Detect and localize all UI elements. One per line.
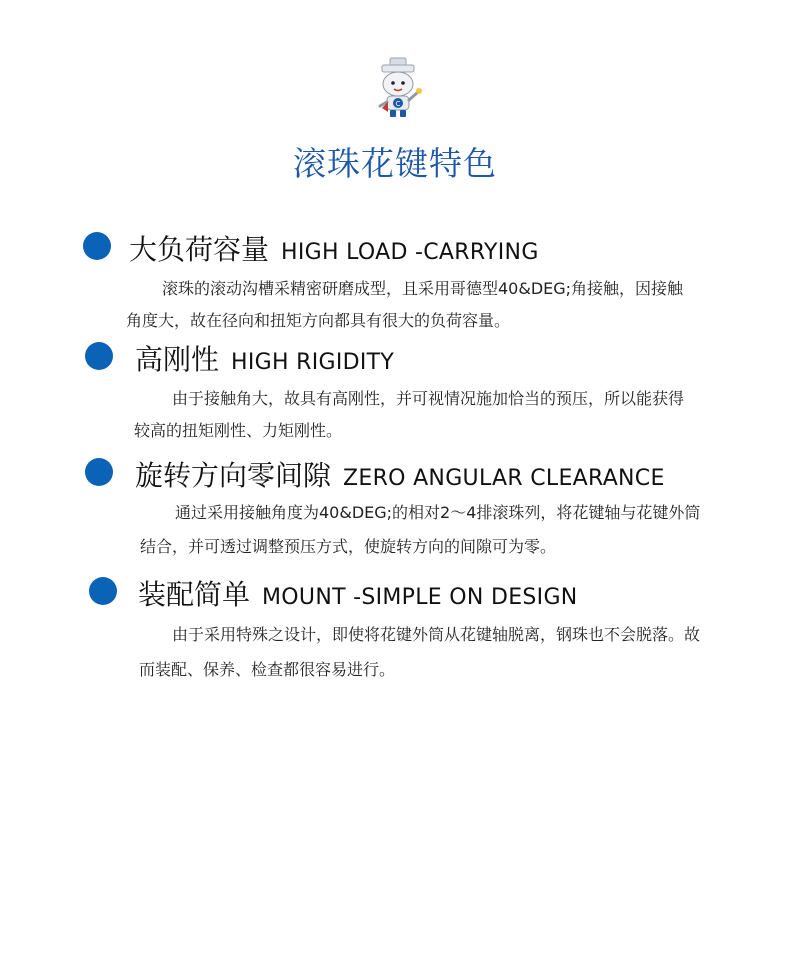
paragraph-line: 由于接触角大，故具有高刚性，并可视情况施加恰当的预压，所以能获得 bbox=[172, 389, 685, 408]
heading-en: HIGH LOAD -CARRYING bbox=[281, 240, 539, 265]
mascot-icon bbox=[368, 56, 428, 120]
section-heading bbox=[138, 573, 578, 613]
bullet-icon bbox=[89, 577, 117, 605]
paragraph-line: 角度大，故在径向和扭矩方向都具有很大的负荷容量。 bbox=[126, 311, 511, 330]
paragraph-line: 由于采用特殊之设计，即使将花键外筒从花键轴脱离，钢珠也不会脱落。故 bbox=[172, 625, 701, 644]
section-heading bbox=[135, 454, 665, 494]
paragraph-line: 较高的扭矩刚性、力矩刚性。 bbox=[134, 421, 343, 440]
bullet-icon bbox=[85, 342, 113, 370]
heading-cn: 装配简单 bbox=[138, 578, 251, 611]
page-title: 滚珠花键特色 bbox=[293, 144, 497, 183]
heading-en: HIGH RIGIDITY bbox=[231, 350, 395, 375]
bullet-icon bbox=[85, 458, 113, 486]
heading-cn: 大负荷容量 bbox=[129, 233, 270, 266]
heading-en: MOUNT -SIMPLE ON DESIGN bbox=[262, 585, 578, 610]
paragraph-line: 结合，并可透过调整预压方式，使旋转方向的间隙可为零。 bbox=[140, 537, 557, 556]
paragraph-line: 滚珠的滚动沟槽采精密研磨成型，且采用哥德型40&DEG;角接触，因接触 bbox=[162, 279, 684, 298]
paragraph-line: 而装配、保养、检查都很容易进行。 bbox=[139, 660, 396, 679]
heading-en: ZERO ANGULAR CLEARANCE bbox=[343, 466, 665, 491]
paragraph-line: 通过采用接触角度为40&DEG;的相对2～4排滚珠列，将花键轴与花键外筒 bbox=[175, 503, 701, 522]
section-heading bbox=[135, 338, 394, 378]
heading-cn: 旋转方向零间隙 bbox=[135, 459, 332, 492]
section-heading bbox=[129, 228, 539, 268]
svg-text:C: C bbox=[395, 100, 401, 108]
heading-cn: 高刚性 bbox=[135, 343, 220, 376]
bullet-icon bbox=[83, 232, 111, 260]
